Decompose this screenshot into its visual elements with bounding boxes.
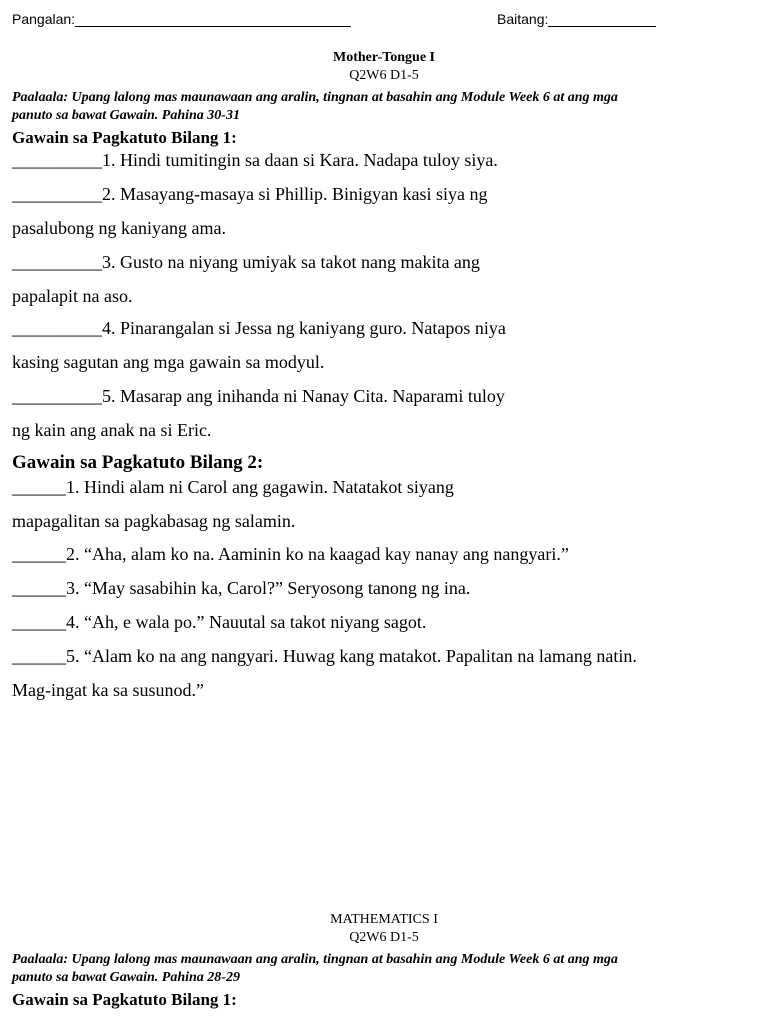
mtb-activity2-title: Gawain sa Pagkatuto Bilang 2: (12, 452, 264, 473)
mtb-note-line1: Paalaala: Upang lalong mas maunawaan ang aralin, tingnan at basahin ang Module Week 6 at ang mga (12, 90, 618, 105)
mtb-activity1-title: Gawain sa Pagkatuto Bilang 1: (12, 128, 237, 147)
mtb-code: Q2W6 D1-5 (349, 68, 419, 83)
grade-label: Baitang: (497, 11, 549, 27)
name-blank (75, 12, 351, 27)
mtb-a2-line: ______1. Hindi alam ni Carol ang gagawin. Natatakot siyang (12, 477, 454, 497)
name-label: Pangalan: (12, 11, 76, 27)
mtb-a1-line: __________1. Hindi tumitingin sa daan si Kara. Nadapa tuloy siya. (12, 150, 498, 170)
mtb-a2-line: ______4. “Ah, e wala po.” Nauutal sa takot niyang sagot. (12, 612, 427, 632)
mtb-a1-line: __________5. Masarap ang inihanda ni Nanay Cita. Naparami tuloy (12, 386, 505, 406)
mtb-a1-line: __________4. Pinarangalan si Jessa ng kaniyang guro. Natapos niya (12, 318, 506, 338)
mtb-a1-line: papalapit na aso. (12, 286, 133, 306)
grade-blank (548, 12, 656, 27)
math-title: MATHEMATICS I (330, 912, 438, 927)
mtb-a2-line: ______5. “Alam ko na ang nangyari. Huwag kang matakot. Papalitan na lamang natin. (12, 646, 637, 666)
math-activity1-title: Gawain sa Pagkatuto Bilang 1: (12, 990, 237, 1009)
mtb-note (12, 89, 762, 125)
mtb-a2-line: mapagalitan sa pagkabasag ng salamin. (12, 511, 296, 531)
mtb-a2-line: ______2. “Aha, alam ko na. Aaminin ko na kaagad kay nanay ang nangyari.” (12, 544, 569, 564)
grade-field (497, 11, 656, 27)
mtb-a1-line: ng kain ang anak na si Eric. (12, 420, 212, 440)
math-code: Q2W6 D1-5 (349, 930, 419, 945)
mtb-a1-line: pasalubong ng kaniyang ama. (12, 218, 226, 238)
math-note-line1: Paalaala: Upang lalong mas maunawaan ang aralin, tingnan at basahin ang Module Week 6 at ang mga (12, 952, 618, 967)
mtb-a1-line: kasing sagutan ang mga gawain sa modyul. (12, 352, 325, 372)
name-field (12, 11, 351, 27)
math-note-line2: panuto sa bawat Gawain. Pahina 28-29 (12, 970, 240, 985)
mtb-a1-line: __________3. Gusto na niyang umiyak sa takot nang makita ang (12, 252, 480, 272)
mtb-a2-line: ______3. “May sasabihin ka, Carol?” Seryosong tanong ng ina. (12, 578, 471, 598)
mtb-a1-line: __________2. Masayang-masaya si Phillip. Binigyan kasi siya ng (12, 184, 488, 204)
math-note (12, 951, 762, 987)
mtb-title: Mother-Tongue I (332, 50, 436, 65)
mtb-note-line2: panuto sa bawat Gawain. Pahina 30-31 (12, 108, 240, 123)
mtb-a2-line: Mag-ingat ka sa susunod.” (12, 680, 204, 700)
